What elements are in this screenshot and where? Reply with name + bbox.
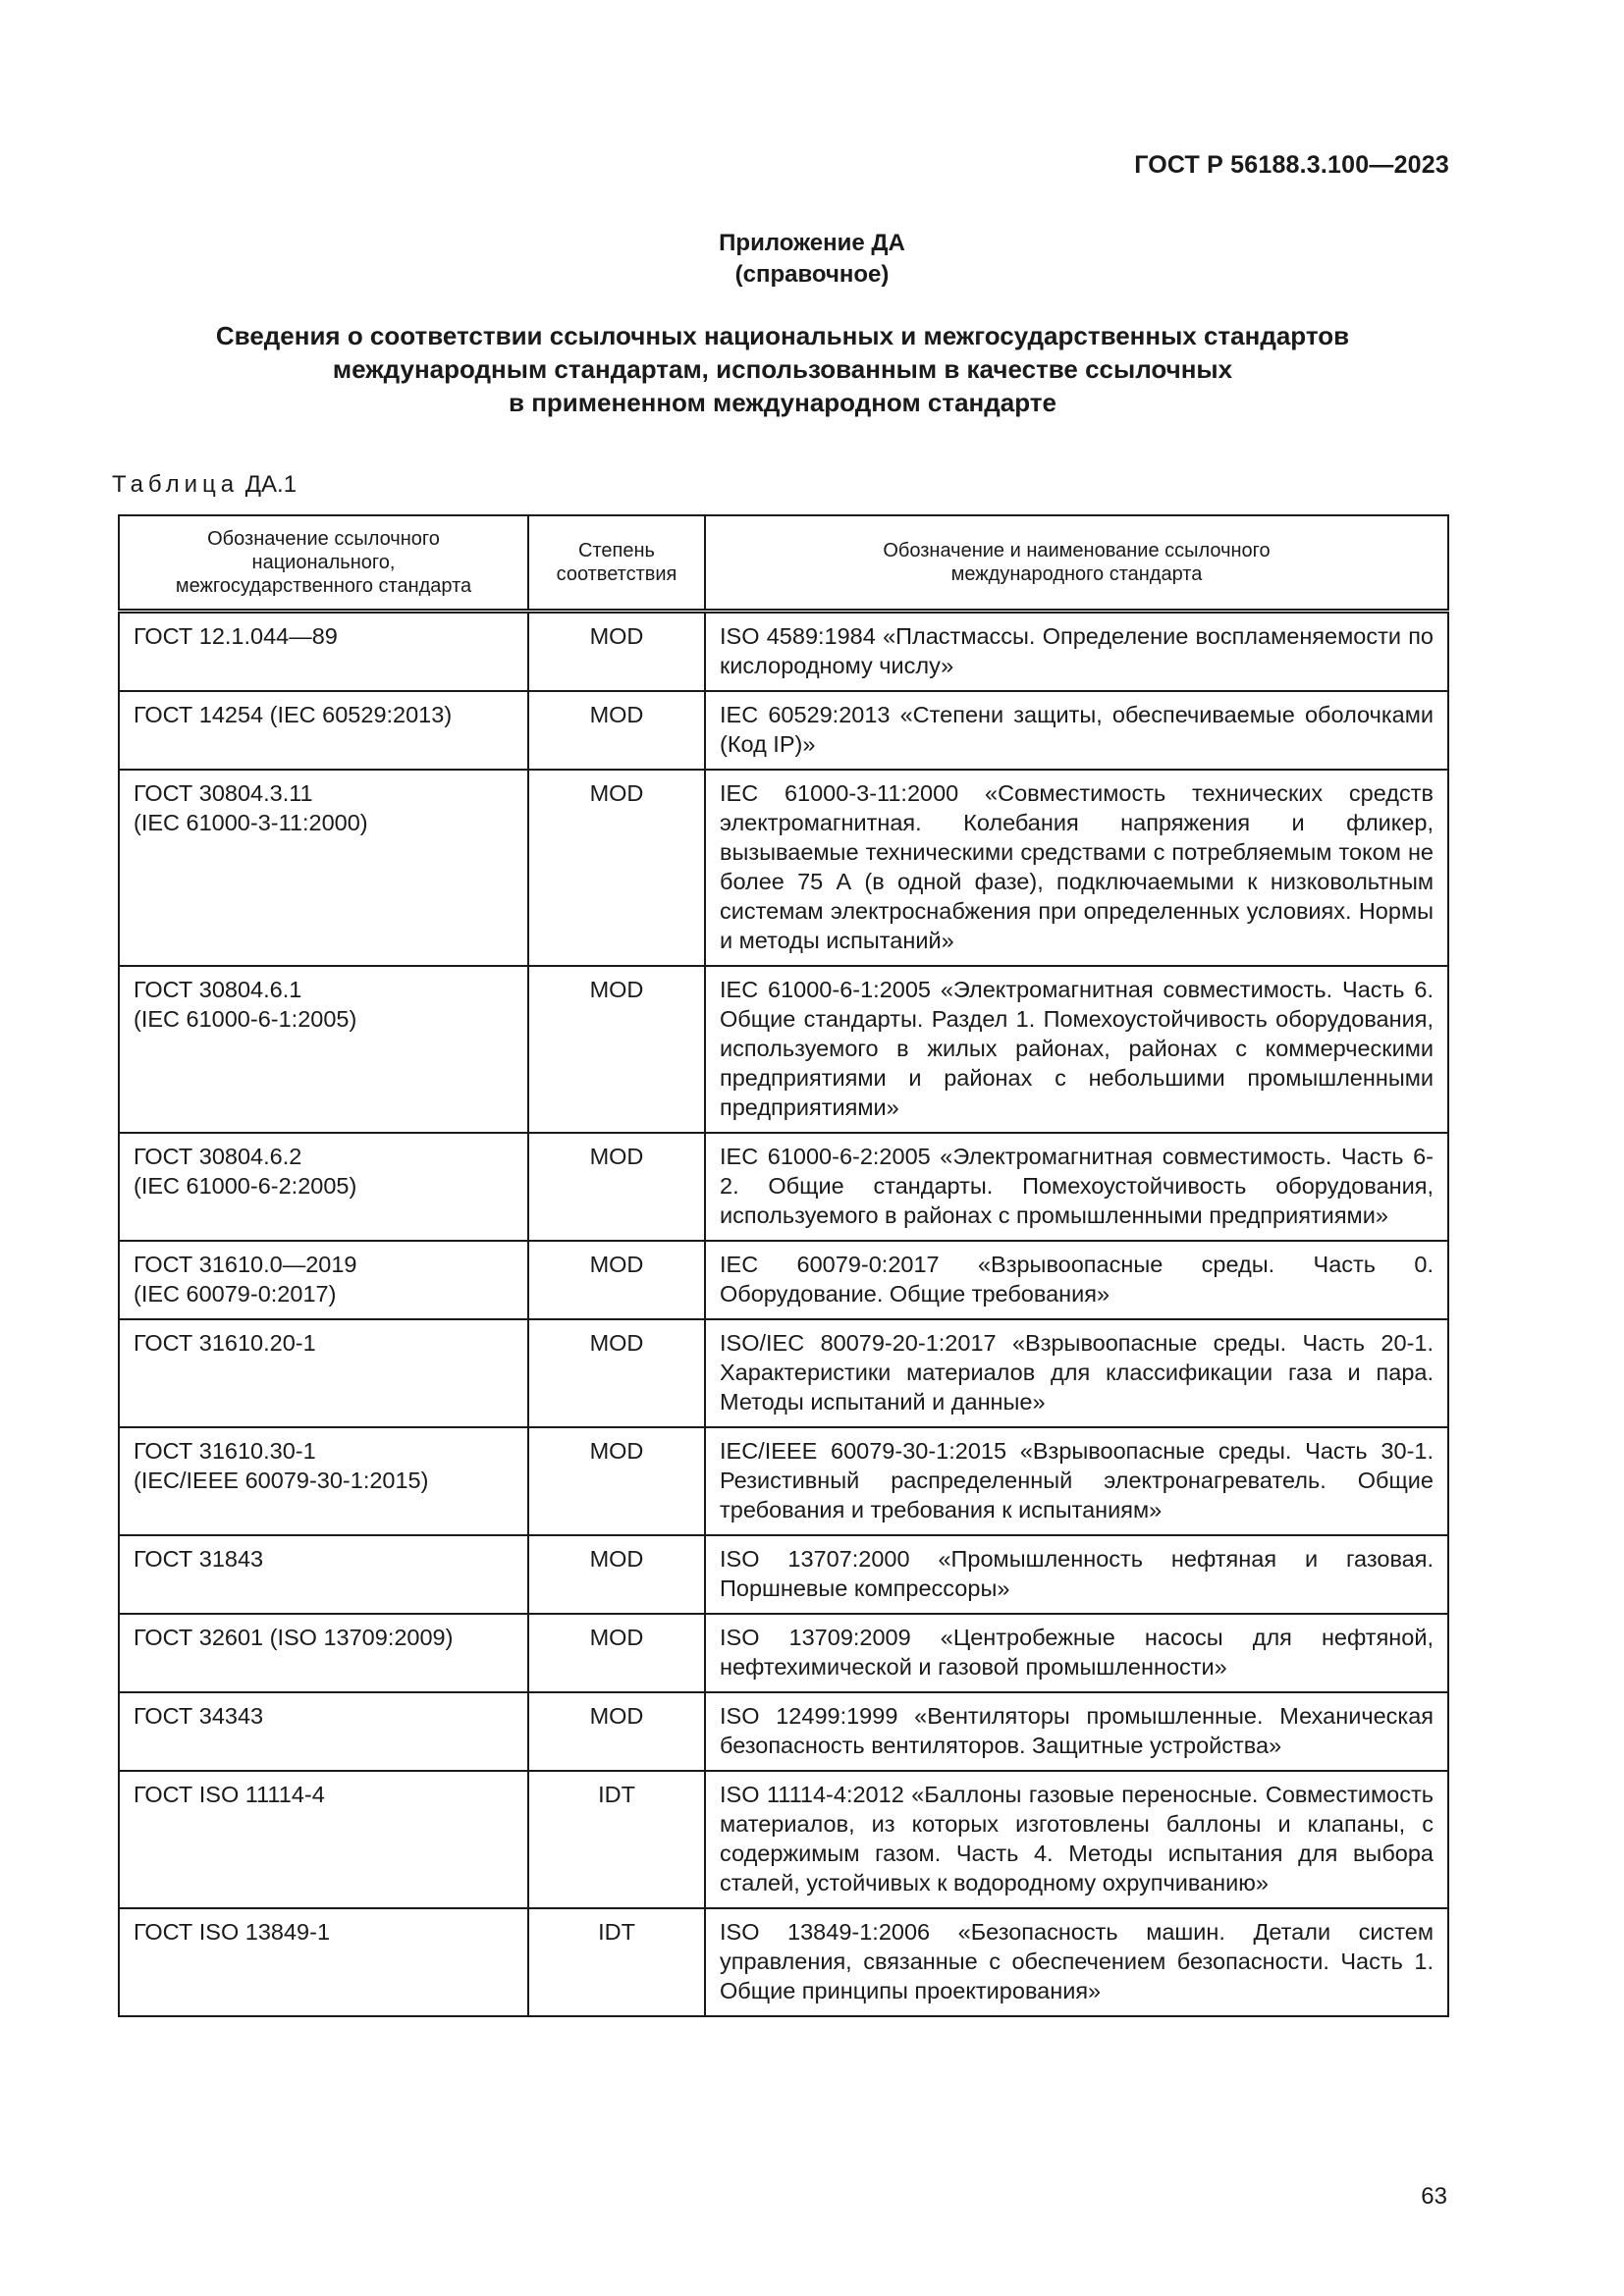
designation-line: (IEC 61000-3-11:2000) — [134, 810, 368, 835]
designation-line: (IEC 60079-0:2017) — [134, 1281, 337, 1307]
cell-national-designation — [119, 1771, 528, 1908]
table-row — [119, 1614, 1448, 1692]
table-row — [119, 966, 1448, 1133]
cell-degree: MOD — [528, 1535, 705, 1614]
header-line: соответствия — [556, 563, 677, 585]
cell-degree: MOD — [528, 1614, 705, 1692]
column-header-degree — [528, 515, 705, 612]
header-line: межгосударственного стандарта — [175, 575, 472, 597]
cell-national-designation — [119, 1319, 528, 1427]
cell-international-standard: IEC 61000-6-2:2005 «Электромагнитная совместимость. Часть 6-2. Общие стандарты. Помехоустойчивость оборудования, используемого в районах с промышленными предприятиями» — [705, 1133, 1448, 1241]
table-row — [119, 770, 1448, 966]
designation-line: ГОСТ ISO 11114-4 — [134, 1782, 325, 1807]
column-header-designation — [119, 515, 528, 612]
table-body — [119, 612, 1448, 2017]
page-number: 63 — [1421, 2183, 1447, 2210]
cell-international-standard: IEC 61000-3-11:2000 «Совместимость технических средств электромагнитная. Колебания напряжения и фликер, вызываемые техническими средствами с потребляемым током не более 75 А (в одной фазе), подключаемыми к низковольтным системам электроснабжения при определенных условиях. Нормы и методы испытаний» — [705, 770, 1448, 966]
cell-degree: MOD — [528, 966, 705, 1133]
cell-national-designation — [119, 1692, 528, 1771]
appendix-heading — [0, 228, 1624, 291]
correspondence-table — [118, 514, 1449, 2017]
cell-degree: IDT — [528, 1908, 705, 2016]
document-title-line: в примененном международном стандарте — [509, 388, 1056, 417]
header-line: Обозначение ссылочного — [207, 528, 440, 550]
cell-international-standard: ISO 4589:1984 «Пластмассы. Определение воспламеняемости по кислородному числу» — [705, 612, 1448, 692]
table-row — [119, 612, 1448, 692]
cell-international-standard: IEC 61000-6-1:2005 «Электромагнитная совместимость. Часть 6. Общие стандарты. Раздел 1. Помехоустойчивость оборудования, используемого в жилых районах, районах с коммерческими предприятиями и районах с небольшими промышленными предприятиями» — [705, 966, 1448, 1133]
header-line: международного стандарта — [950, 563, 1203, 585]
table-caption — [112, 471, 297, 499]
designation-line: ГОСТ 31610.20-1 — [134, 1330, 316, 1356]
designation-line: ГОСТ 31843 — [134, 1546, 264, 1572]
cell-national-designation — [119, 612, 528, 692]
standard-id-header: ГОСТ Р 56188.3.100—2023 — [1134, 151, 1449, 179]
designation-line: ГОСТ 12.1.044—89 — [134, 623, 338, 649]
designation-line: ГОСТ 32601 (ISO 13709:2009) — [134, 1625, 454, 1650]
table-row — [119, 1427, 1448, 1535]
column-header-international — [705, 515, 1448, 612]
appendix-title: Приложение ДА — [719, 230, 905, 256]
cell-international-standard: ISO 13849-1:2006 «Безопасность машин. Детали систем управления, связанные с обеспечением безопасности. Часть 1. Общие принципы проектирования» — [705, 1908, 1448, 2016]
designation-line: (IEC/IEEE 60079-30-1:2015) — [134, 1468, 429, 1493]
cell-national-designation — [119, 966, 528, 1133]
appendix-subtitle: (справочное) — [734, 261, 890, 288]
cell-national-designation — [119, 1908, 528, 2016]
cell-degree: MOD — [528, 691, 705, 770]
cell-national-designation — [119, 691, 528, 770]
document-title-line: Сведения о соответствии ссылочных национальных и межгосударственных стандартов — [215, 321, 1350, 350]
document-title — [118, 319, 1447, 419]
document-title-line: международным стандартам, использованным в качестве ссылочных — [332, 354, 1233, 384]
designation-line: ГОСТ 30804.6.1 — [134, 977, 302, 1002]
cell-international-standard: ISO/IEC 80079-20-1:2017 «Взрывоопасные среды. Часть 20-1. Характеристики материалов для классификации газа и пара. Методы испытаний и данные» — [705, 1319, 1448, 1427]
cell-degree: IDT — [528, 1771, 705, 1908]
header-line: Степень — [578, 540, 655, 561]
designation-line: ГОСТ ISO 13849-1 — [134, 1919, 331, 1945]
table-row — [119, 1692, 1448, 1771]
table-row — [119, 1908, 1448, 2016]
cell-international-standard: ISO 11114-4:2012 «Баллоны газовые переносные. Совместимость материалов, из которых изготовлены баллоны и клапаны, с содержимым газом. Часть 4. Методы испытания для выбора сталей, устойчивых к водородному охрупчиванию» — [705, 1771, 1448, 1908]
table-header-row — [119, 515, 1448, 612]
table-row — [119, 1319, 1448, 1427]
designation-line: ГОСТ 31610.0—2019 — [134, 1252, 357, 1277]
cell-degree: MOD — [528, 1427, 705, 1535]
cell-degree: MOD — [528, 1692, 705, 1771]
table-row — [119, 1241, 1448, 1319]
cell-international-standard: ISO 13709:2009 «Центробежные насосы для нефтяной, нефтехимической и газовой промышленности» — [705, 1614, 1448, 1692]
cell-international-standard: IEC/IEEE 60079-30-1:2015 «Взрывоопасные среды. Часть 30-1. Резистивный распределенный электронагреватель. Общие требования и требования к испытаниям» — [705, 1427, 1448, 1535]
designation-line: ГОСТ 30804.6.2 — [134, 1144, 302, 1169]
cell-national-designation — [119, 770, 528, 966]
cell-degree: MOD — [528, 612, 705, 692]
table-row — [119, 691, 1448, 770]
table-row — [119, 1535, 1448, 1614]
designation-line: ГОСТ 30804.3.11 — [134, 780, 313, 806]
designation-line: (IEC 61000-6-2:2005) — [134, 1173, 357, 1199]
designation-line: ГОСТ 31610.30-1 — [134, 1438, 316, 1464]
cell-national-designation — [119, 1241, 528, 1319]
cell-international-standard: ISO 13707:2000 «Промышленность нефтяная и газовая. Поршневые компрессоры» — [705, 1535, 1448, 1614]
cell-national-designation — [119, 1427, 528, 1535]
cell-international-standard: IEC 60079-0:2017 «Взрывоопасные среды. Часть 0. Оборудование. Общие требования» — [705, 1241, 1448, 1319]
cell-national-designation — [119, 1614, 528, 1692]
table-caption-number: ДА.1 — [244, 471, 298, 498]
cell-international-standard: ISO 12499:1999 «Вентиляторы промышленные. Механическая безопасность вентиляторов. Защитные устройства» — [705, 1692, 1448, 1771]
table-row — [119, 1771, 1448, 1908]
cell-degree: MOD — [528, 770, 705, 966]
table-row — [119, 1133, 1448, 1241]
cell-degree: MOD — [528, 1241, 705, 1319]
table-caption-word: Таблица — [112, 471, 240, 498]
cell-national-designation — [119, 1535, 528, 1614]
designation-line: ГОСТ 14254 (IEC 60529:2013) — [134, 702, 453, 727]
designation-line: (IEC 61000-6-1:2005) — [134, 1006, 357, 1032]
cell-degree: MOD — [528, 1319, 705, 1427]
header-line: Обозначение и наименование ссылочного — [883, 540, 1271, 561]
designation-line: ГОСТ 34343 — [134, 1703, 264, 1729]
cell-degree: MOD — [528, 1133, 705, 1241]
cell-international-standard: IEC 60529:2013 «Степени защиты, обеспечиваемые оболочками (Код IP)» — [705, 691, 1448, 770]
header-line: национального, — [251, 552, 396, 573]
cell-national-designation — [119, 1133, 528, 1241]
